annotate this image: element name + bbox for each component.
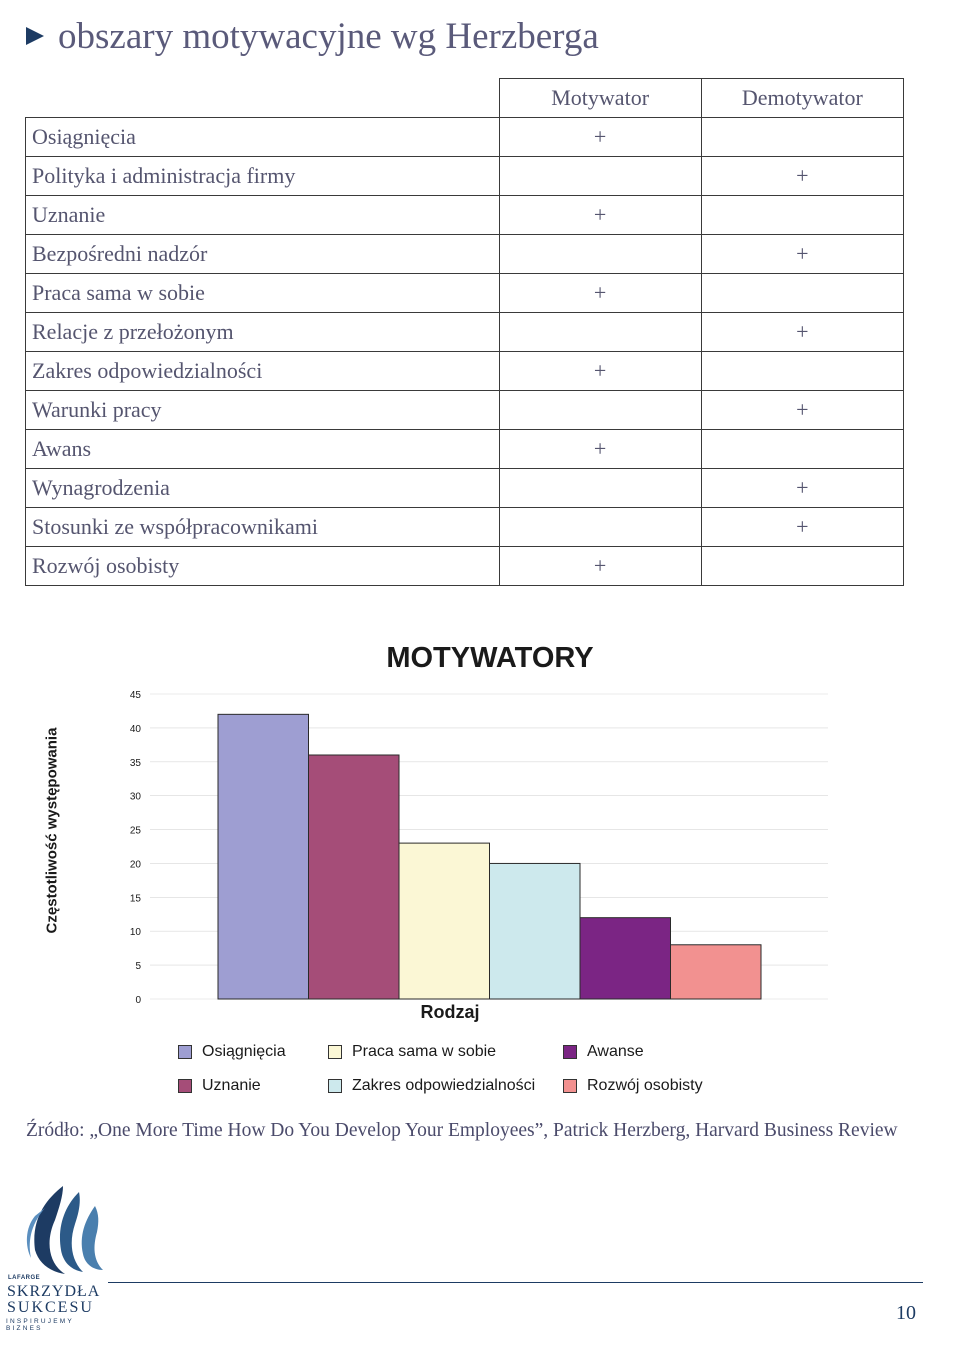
legend-label: Rozwój osobisty — [587, 1077, 703, 1094]
motywator-mark: + — [499, 352, 701, 391]
bar-0 — [218, 714, 309, 999]
legend-label: Zakres odpowiedzialności — [352, 1077, 536, 1094]
legend-swatch — [563, 1045, 577, 1059]
page-title: obszary motywacyjne wg Herzberga — [58, 15, 599, 57]
row-label: Stosunki ze współpracownikami — [26, 508, 500, 547]
row-label: Osiągnięcia — [26, 118, 500, 157]
row-label: Bezpośredni nadzór — [26, 235, 500, 274]
y-tick-label: 45 — [129, 690, 141, 701]
y-tick-label: 0 — [135, 995, 141, 1006]
bar-1 — [309, 755, 400, 999]
column-header-motywator: Motywator — [499, 79, 701, 118]
legend-item — [178, 1043, 286, 1061]
y-tick-label: 5 — [135, 961, 141, 973]
bar-5 — [671, 945, 762, 999]
bar-4 — [580, 918, 671, 999]
motywator-mark: + — [499, 430, 701, 469]
chart-x-axis-label: Rodzaj — [420, 1002, 480, 1022]
row-label: Praca sama w sobie — [26, 274, 500, 313]
row-label: Relacje z przełożonym — [26, 313, 500, 352]
motywator-mark: + — [499, 118, 701, 157]
skrzydla-sukcesu-logo — [5, 1180, 105, 1330]
y-tick-label: 40 — [129, 723, 141, 735]
demotywator-mark: + — [701, 391, 903, 430]
footer-divider — [108, 1282, 923, 1283]
legend-swatch — [178, 1045, 192, 1059]
demotywator-mark: + — [701, 313, 903, 352]
motywator-mark: + — [499, 274, 701, 313]
logo-line2: SUKCESU — [7, 1299, 94, 1316]
page-number: 10 — [896, 1302, 916, 1324]
legend-swatch — [563, 1079, 577, 1093]
y-tick-label: 10 — [129, 927, 141, 939]
demotywator-mark: + — [701, 469, 903, 508]
column-header-demotywator: Demotywator — [701, 79, 903, 118]
legend-swatch — [328, 1045, 342, 1059]
bar-2 — [399, 843, 490, 999]
demotywator-mark: + — [701, 157, 903, 196]
logo-lafarge-text: LAFARGE — [8, 1275, 41, 1281]
logo-tagline: INSPIRUJEMY BIZNES — [6, 1318, 74, 1332]
logo-line1: SKRZYDŁA — [7, 1283, 101, 1300]
legend-label: Praca sama w sobie — [352, 1043, 497, 1060]
wing-logo-icon — [5, 1180, 115, 1280]
legend-item — [178, 1077, 261, 1095]
y-tick-label: 15 — [129, 893, 141, 905]
legend-swatch — [328, 1079, 342, 1093]
chart-y-axis-label: Częstotliwość występowania — [43, 727, 61, 934]
row-label: Warunki pracy — [26, 391, 500, 430]
row-label: Rozwój osobisty — [26, 547, 500, 586]
y-tick-label: 35 — [129, 757, 141, 769]
legend-item — [563, 1043, 644, 1061]
legend-item — [328, 1043, 496, 1061]
row-label: Wynagrodzenia — [26, 469, 500, 508]
legend-swatch — [178, 1079, 192, 1093]
row-label: Awans — [26, 430, 500, 469]
y-tick-label: 25 — [129, 825, 141, 837]
demotywator-mark: + — [701, 508, 903, 547]
motywator-mark: + — [499, 547, 701, 586]
y-tick-label: 30 — [129, 791, 141, 803]
motywator-mark: + — [499, 196, 701, 235]
legend-label: Awanse — [587, 1043, 644, 1060]
legend-item — [328, 1077, 535, 1095]
bar-3 — [490, 863, 581, 999]
legend-label: Uznanie — [202, 1077, 261, 1094]
demotywator-mark: + — [701, 235, 903, 274]
source-citation: Źródło: „One More Time How Do You Develop Your Employees”, Patrick Herzberg, Harvard Business Review — [26, 1120, 898, 1141]
y-tick-label: 20 — [129, 859, 141, 871]
row-label: Zakres odpowiedzialności — [26, 352, 500, 391]
row-label: Uznanie — [26, 196, 500, 235]
chart-title: MOTYWATORY — [386, 642, 594, 674]
row-label: Polityka i administracja firmy — [26, 157, 500, 196]
legend-label: Osiągnięcia — [202, 1043, 286, 1060]
chart-legend — [168, 1035, 723, 1103]
legend-item — [563, 1077, 703, 1095]
